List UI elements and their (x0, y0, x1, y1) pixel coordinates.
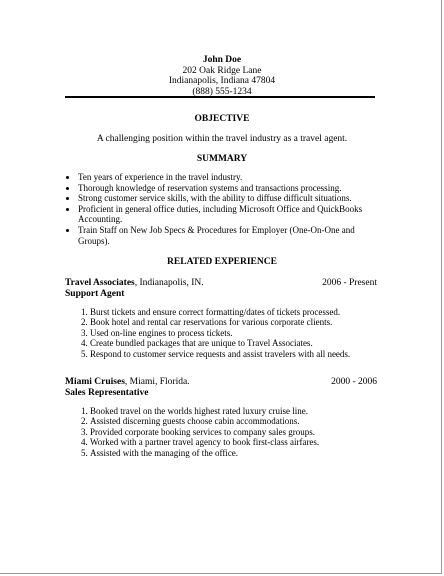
duty-item: 1. Booked travel on the worlds highest rated luxury cruise line. (90, 406, 390, 416)
summary-item: • Strong customer service skills, with the ability to diffuse difficult situations. (78, 193, 378, 204)
company-location: , Miami, Florida. (124, 377, 190, 387)
job-header (65, 377, 377, 399)
duty-item: 1. Burst tickets and ensure correct formatting/dates of tickets processed. (90, 307, 390, 317)
employer (65, 377, 190, 388)
summary-heading: SUMMARY (196, 154, 248, 164)
duty-item: 2. Book hotel and rental car reservations for various corporate clients. (90, 317, 390, 327)
experience-heading: RELATED EXPERIENCE (167, 257, 277, 267)
duties-list (74, 307, 390, 359)
summary-item: • Proficient in general office duties, including Microsoft Office and QuickBooks Accounting. (78, 204, 378, 225)
street-address: 202 Oak Ridge Lane (182, 65, 262, 76)
job-title: Support Agent (65, 289, 125, 299)
objective-text: A challenging position within the travel industry as a travel agent. (96, 134, 348, 144)
duty-item: 3. Provided corporate booking services to company sales groups. (90, 427, 390, 437)
employer (65, 278, 204, 289)
company-location: , Indianapolis, IN. (134, 278, 204, 288)
duties-list (74, 406, 390, 458)
company-name: Travel Associates (65, 278, 135, 288)
duty-item: 4. Create bundled packages that are unique to Travel Associates. (90, 338, 390, 348)
contact-header (0, 55, 444, 97)
duty-item: 5. Respond to customer service requests and assist travelers with all needs. (90, 349, 390, 359)
duty-item: 2. Assisted discerning guests choose cabin accommodations. (90, 416, 390, 426)
phone-number: (888) 555-1234 (192, 86, 252, 97)
duty-item: 3. Used on-line engines to process tickets. (90, 328, 390, 338)
header-divider (65, 96, 375, 98)
applicant-name: John Doe (202, 55, 242, 65)
job-header (65, 278, 377, 300)
summary-item: • Thorough knowledge of reservation systems and transactions processing. (78, 183, 378, 194)
summary-list (62, 172, 378, 246)
company-name: Miami Cruises (65, 377, 125, 387)
city-state-zip: Indianapolis, Indiana 47804 (168, 76, 276, 87)
summary-item: • Train Staff on New Job Specs & Procedures for Employer (One-On-One and Groups). (78, 225, 378, 246)
employment-dates: 2006 - Present (322, 278, 377, 288)
employment-dates: 2000 - 2006 (331, 377, 377, 387)
job-title: Sales Representative (65, 388, 149, 398)
objective-heading: OBJECTIVE (194, 114, 250, 124)
duty-item: 5. Assisted with the managing of the office. (90, 448, 390, 458)
summary-item: • Ten years of experience in the travel industry. (78, 172, 378, 183)
duty-item: 4. Worked with a partner travel agency to book first-class airfares. (90, 437, 390, 447)
